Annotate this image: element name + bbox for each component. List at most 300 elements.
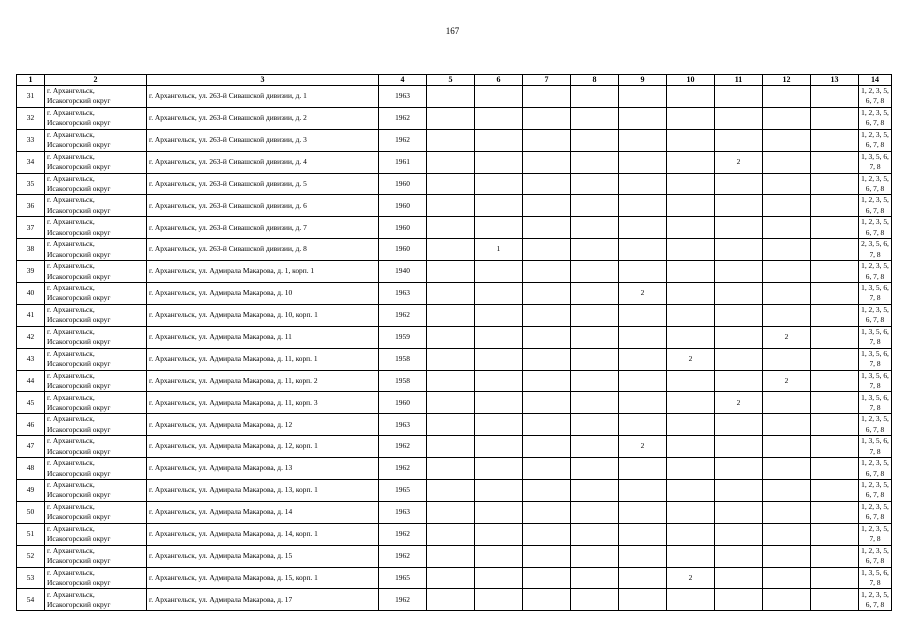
value-cell [667,370,715,392]
address-cell: г. Архангельск, ул. 263-й Сивашской дивизии, д. 3 [147,129,379,151]
value-cell [523,589,571,611]
value-cell [427,480,475,502]
table-row [17,151,892,173]
address-cell: г. Архангельск, ул. Адмирала Макарова, д. 11 [147,326,379,348]
year-cell: 1962 [379,589,427,611]
value-cell [619,86,667,108]
table-row [17,436,892,458]
items-cell: 1, 3, 5, 6, 7, 8 [859,436,892,458]
value-cell [619,458,667,480]
value-cell [667,414,715,436]
district-line: г. Архангельск, [47,589,95,599]
district-line: г. Архангельск, [47,129,95,139]
value-cell [763,261,811,283]
table-row [17,523,892,545]
value-cell [619,195,667,217]
district-line: г. Архангельск, [47,239,95,249]
year-cell: 1959 [379,326,427,348]
value-cell [763,107,811,129]
value-cell [667,304,715,326]
value-cell [523,217,571,239]
address-cell: г. Архангельск, ул. Адмирала Макарова, д. 13 [147,458,379,480]
value-cell [667,458,715,480]
row-number: 35 [17,173,45,195]
value-cell [715,370,763,392]
value-cell [619,217,667,239]
value-cell [619,348,667,370]
district-line: г. Архангельск, [47,304,95,314]
year-cell: 1963 [379,86,427,108]
value-cell [523,195,571,217]
column-header: 6 [475,75,523,86]
column-header: 13 [811,75,859,86]
value-cell [571,173,619,195]
items-cell: 1, 3, 5, 6, 7, 8 [859,392,892,414]
value-cell [475,326,523,348]
value-cell [811,261,859,283]
value-cell [523,458,571,480]
district-line: г. Архангельск, [47,414,95,424]
table-row [17,370,892,392]
value-cell [571,326,619,348]
value-cell [715,436,763,458]
value-cell [427,414,475,436]
row-number: 36 [17,195,45,217]
district-cell [45,129,147,151]
year-cell: 1960 [379,173,427,195]
value-cell [427,501,475,523]
value-cell [523,523,571,545]
year-cell: 1962 [379,304,427,326]
value-cell [475,567,523,589]
items-cell: 1, 3, 5, 6, 7, 8 [859,348,892,370]
items-cell: 1, 3, 5, 6, 7, 8 [859,283,892,305]
items-cell: 1, 2, 3, 5, 6, 7, 8 [859,107,892,129]
column-header: 4 [379,75,427,86]
district-line: г. Архангельск, [47,261,95,271]
district-line: Исакогорский округ [47,118,111,128]
value-cell [667,261,715,283]
value-cell [523,261,571,283]
value-cell [667,283,715,305]
items-cell: 1, 2, 3, 5, 6, 7, 8 [859,129,892,151]
address-cell: г. Архангельск, ул. Адмирала Макарова, д. 11, корп. 2 [147,370,379,392]
value-cell [427,107,475,129]
value-cell [427,589,475,611]
district-cell [45,414,147,436]
value-cell [571,129,619,151]
value-cell [763,523,811,545]
value-cell: 2 [667,348,715,370]
district-cell [45,567,147,589]
district-line: Исакогорский округ [47,599,111,609]
column-header: 14 [859,75,892,86]
address-cell: г. Архангельск, ул. 263-й Сивашской дивизии, д. 6 [147,195,379,217]
value-cell [475,392,523,414]
address-cell: г. Архангельск, ул. 263-й Сивашской дивизии, д. 1 [147,86,379,108]
year-cell: 1960 [379,195,427,217]
value-cell [619,129,667,151]
items-cell: 1, 2, 3, 5, 6, 7, 8 [859,414,892,436]
value-cell [715,589,763,611]
row-number: 46 [17,414,45,436]
address-cell: г. Архангельск, ул. Адмирала Макарова, д. 13, корп. 1 [147,480,379,502]
value-cell [427,545,475,567]
year-cell: 1963 [379,501,427,523]
row-number: 42 [17,326,45,348]
value-cell [475,501,523,523]
value-cell [619,261,667,283]
table-row [17,217,892,239]
year-cell: 1965 [379,480,427,502]
table-row [17,129,892,151]
column-header: 11 [715,75,763,86]
value-cell [667,589,715,611]
value-cell [763,129,811,151]
address-cell: г. Архангельск, ул. Адмирала Макарова, д. 11, корп. 1 [147,348,379,370]
address-cell: г. Архангельск, ул. 263-й Сивашской дивизии, д. 4 [147,151,379,173]
year-cell: 1962 [379,458,427,480]
value-cell [523,545,571,567]
value-cell [763,545,811,567]
district-line: Исакогорский округ [47,490,111,500]
value-cell [571,480,619,502]
value-cell [763,86,811,108]
value-cell [475,217,523,239]
value-cell [523,370,571,392]
value-cell [427,458,475,480]
district-cell [45,436,147,458]
column-header: 2 [45,75,147,86]
value-cell [667,523,715,545]
value-cell [667,392,715,414]
district-cell [45,523,147,545]
value-cell [523,304,571,326]
value-cell [523,129,571,151]
value-cell: 2 [715,392,763,414]
district-line: Исакогорский округ [47,446,111,456]
row-number: 47 [17,436,45,458]
value-cell [667,173,715,195]
value-cell [763,589,811,611]
value-cell [667,107,715,129]
value-cell [427,392,475,414]
value-cell [763,436,811,458]
value-cell [715,195,763,217]
district-cell [45,261,147,283]
value-cell [523,567,571,589]
column-header: 7 [523,75,571,86]
value-cell [619,392,667,414]
value-cell [571,567,619,589]
value-cell [715,545,763,567]
value-cell [763,458,811,480]
value-cell [475,86,523,108]
value-cell [571,217,619,239]
district-cell [45,151,147,173]
value-cell [619,304,667,326]
district-cell [45,86,147,108]
value-cell [475,348,523,370]
district-line: Исакогорский округ [47,162,111,172]
value-cell: 2 [763,326,811,348]
value-cell [475,589,523,611]
district-line: г. Архангельск, [47,107,95,117]
district-line: г. Архангельск, [47,480,95,490]
row-number: 50 [17,501,45,523]
items-cell: 1, 2, 3, 5, 6, 7, 8 [859,480,892,502]
address-cell: г. Архангельск, ул. Адмирала Макарова, д. 14, корп. 1 [147,523,379,545]
district-line: Исакогорский округ [47,468,111,478]
value-cell [811,304,859,326]
value-cell [811,567,859,589]
value-cell [811,86,859,108]
items-cell: 1, 2, 3, 5, 7, 8 [859,523,892,545]
value-cell [475,436,523,458]
year-cell: 1961 [379,151,427,173]
district-cell [45,173,147,195]
value-cell [619,501,667,523]
table-row [17,86,892,108]
value-cell [715,304,763,326]
items-cell: 1, 2, 3, 5, 6, 7, 8 [859,304,892,326]
row-number: 38 [17,239,45,261]
value-cell [715,86,763,108]
value-cell [811,326,859,348]
items-cell: 1, 2, 3, 5, 6, 7, 8 [859,545,892,567]
row-number: 31 [17,86,45,108]
value-cell [571,239,619,261]
value-cell [715,129,763,151]
row-number: 41 [17,304,45,326]
value-cell [811,370,859,392]
value-cell [715,523,763,545]
value-cell [427,261,475,283]
address-cell: г. Архангельск, ул. 263-й Сивашской дивизии, д. 2 [147,107,379,129]
value-cell [427,283,475,305]
value-cell [619,589,667,611]
value-cell [811,501,859,523]
value-cell [571,501,619,523]
value-cell [523,348,571,370]
value-cell [667,480,715,502]
district-line: г. Архангельск, [47,545,95,555]
value-cell [571,107,619,129]
district-line: Исакогорский округ [47,402,111,412]
district-line: Исакогорский округ [47,337,111,347]
year-cell: 1958 [379,370,427,392]
value-cell [523,239,571,261]
value-cell [523,107,571,129]
items-cell: 1, 3, 5, 6, 7, 8 [859,326,892,348]
address-cell: г. Архангельск, ул. Адмирала Макарова, д. 14 [147,501,379,523]
table-row [17,414,892,436]
value-cell [475,458,523,480]
value-cell [811,107,859,129]
value-cell [571,348,619,370]
column-header: 12 [763,75,811,86]
year-cell: 1962 [379,545,427,567]
value-cell: 1 [475,239,523,261]
value-cell: 2 [667,567,715,589]
value-cell [715,501,763,523]
value-cell [475,480,523,502]
items-cell: 1, 2, 3, 5, 6, 7, 8 [859,458,892,480]
value-cell [667,217,715,239]
value-cell [811,239,859,261]
value-cell [715,239,763,261]
value-cell [571,195,619,217]
address-cell: г. Архангельск, ул. Адмирала Макарова, д. 1, корп. 1 [147,261,379,283]
value-cell [427,523,475,545]
value-cell [667,436,715,458]
value-cell [763,392,811,414]
row-number: 40 [17,283,45,305]
value-cell [763,480,811,502]
district-cell [45,545,147,567]
value-cell [427,129,475,151]
value-cell [811,348,859,370]
district-line: Исакогорский округ [47,227,111,237]
district-line: г. Архангельск, [47,348,95,358]
value-cell [475,151,523,173]
value-cell [427,173,475,195]
district-line: Исакогорский округ [47,140,111,150]
address-cell: г. Архангельск, ул. Адмирала Макарова, д. 15, корп. 1 [147,567,379,589]
value-cell [427,370,475,392]
value-cell [475,304,523,326]
value-cell [571,523,619,545]
value-cell [475,523,523,545]
items-cell: 1, 2, 3, 5, 6, 7, 8 [859,501,892,523]
district-cell [45,458,147,480]
value-cell [571,392,619,414]
value-cell [763,217,811,239]
value-cell [571,589,619,611]
value-cell [523,414,571,436]
value-cell [523,283,571,305]
table-row [17,304,892,326]
value-cell [619,326,667,348]
value-cell [619,414,667,436]
value-cell [667,545,715,567]
value-cell [763,283,811,305]
district-line: г. Архангельск, [47,151,95,161]
district-cell [45,348,147,370]
value-cell [763,151,811,173]
value-cell [619,107,667,129]
value-cell [523,392,571,414]
value-cell [475,173,523,195]
value-cell [811,392,859,414]
value-cell [619,239,667,261]
value-cell [571,151,619,173]
items-cell: 1, 2, 3, 5, 6, 7, 8 [859,589,892,611]
value-cell [571,414,619,436]
row-number: 48 [17,458,45,480]
table-row [17,567,892,589]
items-cell: 1, 2, 3, 5, 6, 7, 8 [859,86,892,108]
table-row [17,195,892,217]
value-cell [619,545,667,567]
district-cell [45,304,147,326]
address-cell: г. Архангельск, ул. 263-й Сивашской дивизии, д. 7 [147,217,379,239]
table-row [17,458,892,480]
district-line: Исакогорский округ [47,512,111,522]
value-cell [811,545,859,567]
value-cell [523,501,571,523]
year-cell: 1965 [379,567,427,589]
value-cell: 2 [763,370,811,392]
value-cell [427,436,475,458]
value-cell [475,545,523,567]
value-cell: 2 [619,436,667,458]
district-line: Исакогорский округ [47,556,111,566]
value-cell [715,107,763,129]
value-cell [523,173,571,195]
value-cell [475,261,523,283]
header-row [17,75,892,86]
value-cell [715,414,763,436]
value-cell [475,195,523,217]
value-cell [811,283,859,305]
table-row [17,261,892,283]
district-cell [45,326,147,348]
value-cell [667,129,715,151]
district-cell [45,392,147,414]
district-cell [45,239,147,261]
table-row [17,392,892,414]
table-row [17,480,892,502]
items-cell: 1, 2, 3, 5, 6, 7, 8 [859,195,892,217]
value-cell: 2 [715,151,763,173]
district-line: Исакогорский округ [47,271,111,281]
page-number: 167 [445,26,460,36]
district-line: Исакогорский округ [47,293,111,303]
address-cell: г. Архангельск, ул. 263-й Сивашской дивизии, д. 8 [147,239,379,261]
row-number: 45 [17,392,45,414]
column-header: 3 [147,75,379,86]
row-number: 32 [17,107,45,129]
table-row [17,326,892,348]
value-cell [715,567,763,589]
value-cell [763,239,811,261]
district-line: г. Архангельск, [47,436,95,446]
row-number: 34 [17,151,45,173]
district-line: г. Архангельск, [47,173,95,183]
district-line: Исакогорский округ [47,315,111,325]
year-cell: 1963 [379,414,427,436]
value-cell [427,239,475,261]
value-cell [715,458,763,480]
district-line: г. Архангельск, [47,370,95,380]
year-cell: 1960 [379,217,427,239]
district-cell [45,283,147,305]
value-cell [571,436,619,458]
district-cell [45,589,147,611]
district-line: Исакогорский округ [47,205,111,215]
district-line: г. Архангельск, [47,326,95,336]
value-cell [811,523,859,545]
address-cell: г. Архангельск, ул. Адмирала Макарова, д. 12, корп. 1 [147,436,379,458]
value-cell [427,567,475,589]
district-line: Исакогорский округ [47,96,111,106]
district-cell [45,195,147,217]
table-row [17,589,892,611]
district-line: Исакогорский округ [47,249,111,259]
value-cell [811,217,859,239]
items-cell: 1, 3, 5, 6, 7, 8 [859,567,892,589]
